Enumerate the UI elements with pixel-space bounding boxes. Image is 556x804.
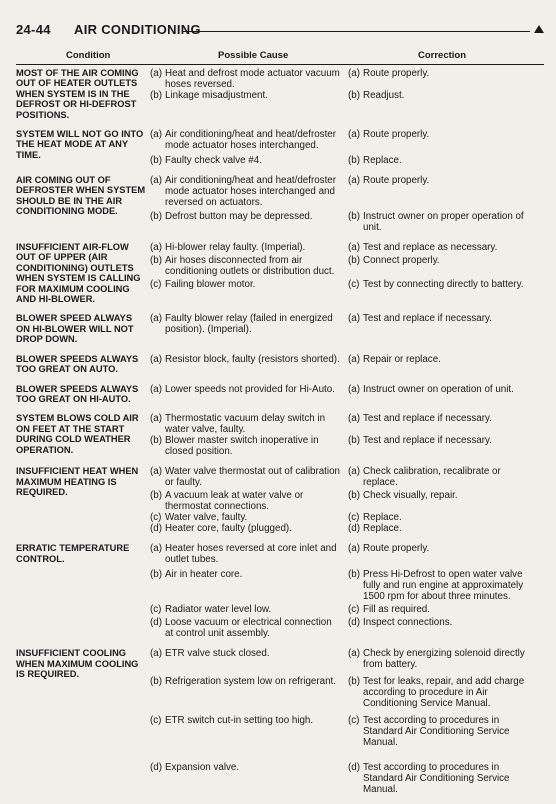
correction-letter: (b) [348,255,360,267]
correction-letter: (c) [348,715,360,727]
cause-correction-list [150,413,536,457]
possible-cause [150,68,348,90]
correction [348,569,536,602]
cause-correction-list [150,466,536,534]
cause-correction-pair [150,490,536,512]
correction-text: Check calibration, recalibrate or replace. [363,466,501,489]
correction-letter: (b) [348,569,360,581]
cause-letter: (a) [150,175,162,187]
condition-text: AIR COMING OUT OF DEFROSTER WHEN SYSTEM SHOULD BE IN THE AIR CONDITIONING MODE. [16,175,146,217]
cause-text: Water valve thermostat out of calibration or faulty. [165,466,340,489]
table-row [16,648,536,795]
cause-correction-pair [150,211,536,233]
cause-correction-pair [150,354,536,365]
condition-text: ERRATIC TEMPERATURE CONTROL. [16,543,130,564]
cause-correction-list [150,543,536,639]
correction-text: Replace. [363,523,402,535]
possible-cause [150,279,348,290]
cause-letter: (a) [150,383,162,395]
correction [348,313,536,335]
table-row [16,242,536,304]
correction-letter: (b) [348,90,360,101]
cause-letter: (a) [150,648,162,660]
correction-text: Fill as required. [363,604,430,616]
condition-text: BLOWER SPEEDS ALWAYS TOO GREAT ON AUTO. [16,353,139,375]
correction [348,523,536,534]
possible-cause [150,604,348,615]
correction [348,255,536,277]
correction [348,354,536,365]
possible-cause [150,523,348,534]
correction [348,617,536,639]
triangle-marker-icon [534,25,544,33]
condition-text: INSUFFICIENT AIR-FLOW OUT OF UPPER (AIR CONDITIONING) OUTLETS WHEN SYSTEM IS CALLING FOR MAXIMUM COOLING AND HI-BLOWER. [16,242,141,305]
possible-cause [150,211,348,233]
correction-text: Readjust. [363,90,405,101]
possible-cause [150,648,348,670]
cause-correction-list [150,648,536,795]
cause-correction-pair [150,242,536,253]
correction-text: Test according to procedures in Standard Air Conditioning Service Manual. [363,762,510,796]
correction [348,211,536,233]
cause-text: Air hoses disconnected from air conditioning outlets or distribution duct. [165,255,335,278]
cause-correction-pair [150,279,536,290]
correction-letter: (a) [348,466,360,478]
cause-correction-pair [150,762,536,795]
cause-letter: (a) [150,68,162,79]
correction-text: Repair or replace. [363,353,441,365]
cause-letter: (b) [150,255,162,267]
correction-text: Inspect connections. [363,617,453,629]
correction [348,155,536,166]
column-header-cause: Possible Cause [218,50,289,61]
correction [348,242,536,253]
cause-text: Heat and defrost mode actuator vacuum hoses reversed. [165,68,340,90]
possible-cause [150,435,348,457]
correction-letter: (c) [348,604,360,616]
correction-text: Test and replace if necessary. [363,435,492,447]
possible-cause [150,90,348,101]
cause-correction-pair [150,313,536,335]
correction-text: Press Hi-Defrost to open water valve fully and run engine at approximately 1500 rpm for about three minutes. [363,569,524,603]
possible-cause [150,354,348,365]
possible-cause [150,255,348,277]
cause-correction-pair [150,569,536,602]
cause-text: Heater core, faulty (plugged). [165,523,292,535]
cause-letter: (d) [150,617,162,629]
possible-cause [150,413,348,435]
cause-letter: (c) [150,715,162,727]
correction-text: Replace. [363,512,402,524]
correction [348,543,536,565]
correction-letter: (a) [348,175,360,187]
possible-cause [150,543,348,565]
cause-text: Air in heater core. [165,569,243,581]
correction-text: Instruct owner on proper operation of unit. [363,211,524,234]
correction-text: Test and replace if necessary. [363,313,492,325]
possible-cause [150,762,348,795]
correction-letter: (a) [348,68,360,79]
correction-letter: (b) [348,155,360,167]
correction-letter: (a) [348,543,360,555]
cause-correction-list [150,129,536,166]
correction-letter: (d) [348,617,360,629]
correction-text: Test by connecting directly to battery. [363,279,524,291]
cause-letter: (b) [150,90,162,101]
table-row [16,313,536,344]
possible-cause [150,512,348,523]
correction-text: Connect properly. [363,255,440,267]
header-rule [183,31,530,32]
cause-letter: (c) [150,279,162,291]
cause-correction-list [150,384,536,405]
possible-cause [150,313,348,335]
cause-letter: (b) [150,569,162,581]
troubleshooting-table [16,68,536,804]
cause-letter: (a) [150,543,162,555]
correction [348,676,536,709]
correction-text: Instruct owner on operation of unit. [363,383,514,395]
cause-correction-pair [150,155,536,166]
cause-letter: (a) [150,413,162,425]
cause-correction-pair [150,648,536,670]
correction [348,604,536,615]
cause-text: Air conditioning/heat and heat/defroster mode actuator hoses interchanged. [165,129,337,152]
cause-text: Linkage misadjustment. [165,90,268,101]
cause-correction-pair [150,617,536,639]
cause-letter: (d) [150,762,162,774]
possible-cause [150,466,348,488]
correction-letter: (c) [348,279,360,291]
condition-text: BLOWER SPEEDS ALWAYS TOO GREAT ON HI-AUTO. [16,383,139,404]
possible-cause [150,676,348,709]
cause-correction-pair [150,604,536,615]
possible-cause [150,490,348,512]
cause-text: Expansion valve. [165,762,240,774]
cause-text: Thermostatic vacuum delay switch in water valve, faulty. [165,413,326,436]
correction-letter: (a) [348,648,360,660]
correction-text: Route properly. [363,543,430,555]
cause-letter: (a) [150,466,162,478]
condition-text: SYSTEM BLOWS COLD AIR ON FEET AT THE START DURING COLD WEATHER OPERATION. [16,413,139,455]
correction [348,68,536,90]
cause-text: A vacuum leak at water valve or thermostat connections. [165,490,304,513]
cause-correction-pair [150,466,536,488]
cause-letter: (a) [150,353,162,365]
possible-cause [150,175,348,208]
possible-cause [150,715,348,748]
correction-letter: (d) [348,762,360,774]
cause-text: ETR switch cut-in setting too high. [165,715,314,727]
condition-text: BLOWER SPEED ALWAYS ON HI-BLOWER WILL NOT DROP DOWN. [16,313,134,345]
cause-text: Refrigeration system low on refrigerant. [165,676,336,688]
correction [348,648,536,670]
correction [348,175,536,208]
correction-letter: (d) [348,523,360,535]
cause-text: Loose vacuum or electrical connection at control unit assembly. [165,617,332,640]
table-row [16,129,536,166]
cause-letter: (b) [150,435,162,447]
possible-cause [150,569,348,602]
condition-text: SYSTEM WILL NOT GO INTO THE HEAT MODE AT ANY TIME. [16,129,144,160]
cause-correction-pair [150,543,536,565]
cause-letter: (b) [150,155,162,167]
possible-cause [150,617,348,639]
possible-cause [150,155,348,166]
correction-letter: (a) [348,242,360,254]
cause-correction-pair [150,90,536,101]
cause-letter: (d) [150,523,162,535]
cause-correction-pair [150,175,536,208]
column-headers [16,48,544,65]
correction-letter: (b) [348,676,360,688]
column-header-correction: Correction [418,50,467,61]
cause-text: Blower master switch inoperative in closed position. [165,435,319,458]
cause-text: Water valve, faulty. [165,512,248,524]
table-row [16,543,536,639]
possible-cause [150,384,348,395]
cause-letter: (b) [150,490,162,502]
cause-correction-pair [150,715,536,748]
cause-letter: (c) [150,604,162,616]
cause-text: Hi-blower relay faulty. (Imperial). [165,242,306,254]
correction-letter: (a) [348,353,360,365]
cause-correction-pair [150,523,536,534]
cause-text: Radiator water level low. [165,604,272,616]
correction-letter: (c) [348,512,360,524]
cause-text: Faulty blower relay (failed in energized position). (Imperial). [165,313,333,336]
correction-letter: (a) [348,383,360,395]
correction-text: Replace. [363,155,402,167]
correction-letter: (b) [348,435,360,447]
correction-text: Route properly. [363,175,430,187]
correction [348,490,536,512]
correction-text: Route properly. [363,129,430,141]
correction-letter: (b) [348,211,360,223]
table-row [16,68,536,120]
correction-text: Test according to procedures in Standard Air Conditioning Service Manual. [363,715,510,749]
correction [348,90,536,101]
cause-text: Failing blower motor. [165,279,256,291]
condition-text: INSUFFICIENT HEAT WHEN MAXIMUM HEATING IS REQUIRED. [16,466,139,498]
correction [348,413,536,435]
cause-correction-list [150,175,536,233]
table-row [16,413,536,457]
possible-cause [150,242,348,253]
cause-text: Defrost button may be depressed. [165,211,313,223]
table-row [16,354,536,375]
cause-text: Air conditioning/heat and heat/defroster mode actuator hoses interchanged and reversed on actuators. [165,175,337,209]
cause-correction-pair [150,512,536,523]
cause-letter: (c) [150,512,162,524]
cause-correction-pair [150,384,536,395]
cause-letter: (b) [150,676,162,688]
cause-correction-list [150,354,536,375]
correction-text: Test for leaks, repair, and add charge according to procedure in Air Conditioning Service Manual. [363,676,525,710]
correction-text: Route properly. [363,68,430,79]
cause-letter: (b) [150,211,162,223]
correction-letter: (a) [348,129,360,141]
possible-cause [150,129,348,151]
cause-correction-pair [150,129,536,151]
cause-text: ETR valve stuck closed. [165,648,270,660]
correction-text: Test and replace as necessary. [363,242,498,254]
cause-correction-list [150,242,536,304]
correction-letter: (a) [348,313,360,325]
cause-letter: (a) [150,313,162,325]
cause-text: Lower speeds not provided for Hi-Auto. [165,383,335,395]
cause-correction-pair [150,676,536,709]
table-row [16,466,536,534]
correction [348,384,536,395]
condition-text: MOST OF THE AIR COMING OUT OF HEATER OUTLETS WHEN SYSTEM IS IN THE DEFROST OR HI-DEFROST POSITIONS. [16,68,139,120]
page-header [16,22,548,42]
correction [348,129,536,151]
cause-text: Heater hoses reversed at core inlet and outlet tubes. [165,543,337,566]
cause-correction-list [150,68,536,120]
correction [348,435,536,457]
condition-text: INSUFFICIENT COOLING WHEN MAXIMUM COOLING IS REQUIRED. [16,648,139,680]
correction-letter: (a) [348,413,360,425]
cause-correction-pair [150,68,536,90]
cause-correction-pair [150,255,536,277]
correction [348,715,536,748]
correction [348,762,536,795]
correction-text: Test and replace if necessary. [363,413,492,425]
cause-text: Faulty check valve #4. [165,155,262,167]
cause-letter: (a) [150,242,162,254]
page-number: 24-44 [16,22,51,37]
correction [348,466,536,488]
column-header-condition: Condition [66,50,111,61]
correction-text: Check visually, repair. [363,490,458,502]
cause-letter: (a) [150,129,162,141]
correction [348,512,536,523]
correction-letter: (b) [348,490,360,502]
cause-correction-list [150,313,536,344]
correction [348,279,536,290]
cause-correction-pair [150,435,536,457]
correction-text: Check by energizing solenoid directly from battery. [363,648,525,671]
cause-text: Resistor block, faulty (resistors shorted). [165,353,340,365]
table-row [16,175,536,233]
table-row [16,384,536,405]
cause-correction-pair [150,413,536,435]
section-title: AIR CONDITIONING [74,22,201,37]
